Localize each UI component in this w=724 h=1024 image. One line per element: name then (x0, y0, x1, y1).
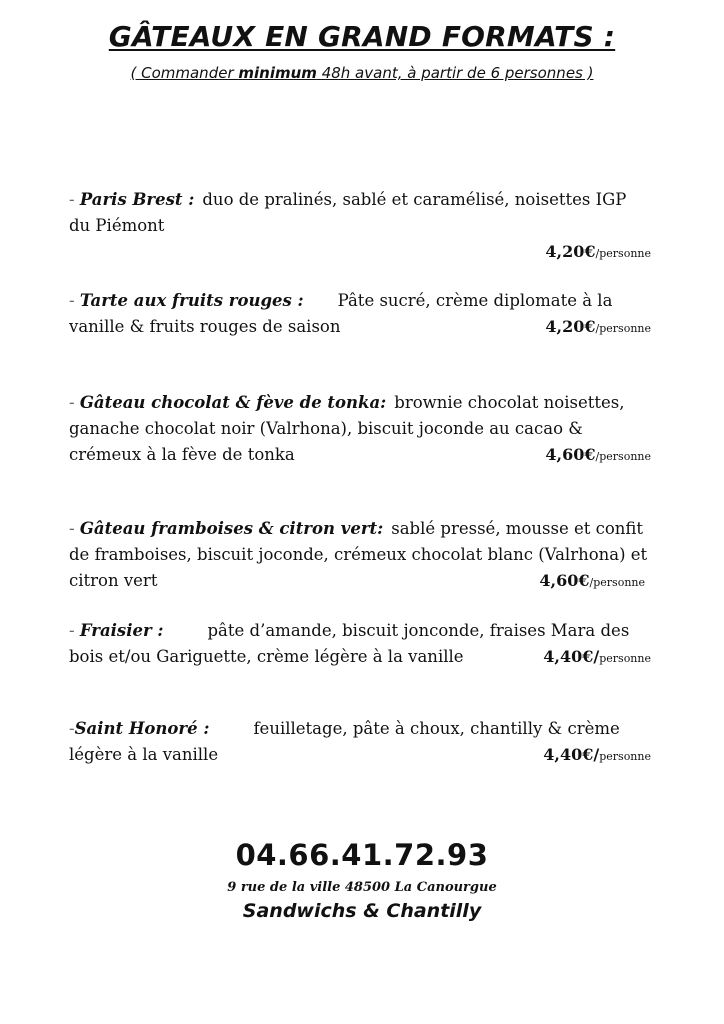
item-dash: - (69, 621, 80, 640)
item-dash: - (69, 519, 80, 538)
item-dash: - (69, 291, 80, 310)
brand-name: Sandwichs & Chantilly (242, 900, 482, 922)
item-description: duo de pralinés, sablé et caramélisé, noisettes IGP du Piémont (69, 190, 627, 235)
item-dash: - (69, 190, 80, 209)
item-unit: /personne (595, 247, 651, 260)
item-unit: /personne (595, 450, 651, 463)
item-dash: - (69, 719, 75, 738)
item-price: 4,40€/ (543, 745, 600, 764)
subtitle-after: 48h avant, à partir de 6 personnes ) (316, 64, 594, 82)
subtitle-bold: minimum (238, 64, 317, 82)
item-name: Paris Brest : (79, 190, 195, 209)
item-price: 4,60€ (545, 445, 596, 464)
item-price-line (69, 239, 651, 267)
item-description: pâte d’amande, biscuit jonconde, fraises Mara des bois et/ou Gariguette, crème légère à la vanille (69, 621, 630, 666)
item-name: Tarte aux fruits rouges : (79, 291, 304, 310)
item-name: Saint Honoré : (74, 719, 210, 738)
address: 9 rue de la ville 48500 La Canourgue (227, 880, 497, 895)
item-price: 4,40€/ (543, 647, 600, 666)
item-description: sablé pressé, mousse et confit de framboises, biscuit joconde, crémeux chocolat blanc (Valrhona) et citron vert (69, 519, 648, 590)
order-conditions (0, 64, 724, 82)
menu-item-fraisier (69, 618, 651, 672)
menu-item-paris-brest (69, 187, 651, 267)
item-unit: /personne (595, 322, 651, 335)
item-description: brownie chocolat noisettes, ganache chocolat noir (Valrhona), biscuit joconde au cacao & crémeux à la fève de tonka (69, 393, 625, 464)
item-description: Pâte sucré, crème diplomate à la vanille & fruits rouges de saison (69, 291, 613, 336)
subtitle-before: ( Commander (130, 64, 239, 82)
item-dash: - (69, 393, 80, 412)
menu-item-gateau-chocolat-tonka (69, 390, 651, 470)
item-price: 4,20€ (545, 317, 596, 336)
item-description: feuilletage, pâte à choux, chantilly & crème légère à la vanille (69, 719, 620, 764)
item-price: 4,60€ (539, 571, 590, 590)
menu-item-saint-honore (69, 716, 651, 770)
menu-item-tarte-fruits-rouges (69, 288, 651, 342)
item-price: 4,20€ (545, 242, 596, 261)
item-unit: /personne (589, 576, 645, 589)
page-title: GÂTEAUX EN GRAND FORMATS : (108, 20, 616, 53)
item-name: Fraisier : (79, 621, 164, 640)
menu-item-gateau-framboises-citron (69, 516, 651, 596)
item-unit: personne (599, 652, 651, 665)
item-name: Gâteau chocolat & fève de tonka: (79, 393, 387, 412)
item-text (69, 187, 651, 239)
item-name: Gâteau framboises & citron vert: (79, 519, 384, 538)
phone-number: 04.66.41.72.93 (235, 838, 489, 872)
item-unit: personne (599, 750, 651, 763)
